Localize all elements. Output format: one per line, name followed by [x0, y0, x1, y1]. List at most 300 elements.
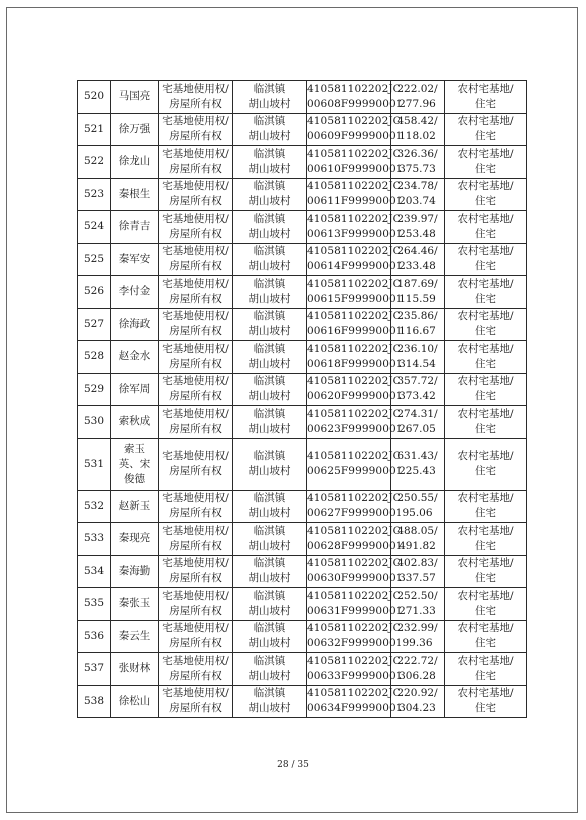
owner-name: 赵金水 — [118, 350, 151, 363]
right-type-line: 宅基地使用权/ — [162, 180, 229, 193]
land-area: 458.42/ — [397, 115, 438, 128]
land-area: 631.43/ — [397, 450, 438, 462]
area-cell — [391, 685, 445, 718]
right-type-line: 宅基地使用权/ — [162, 375, 229, 388]
location-village: 胡山坡村 — [248, 195, 291, 208]
usage-line: 住宅 — [475, 162, 496, 175]
location-village: 胡山坡村 — [248, 97, 291, 110]
usage-cell — [445, 620, 527, 653]
owner-name: 秦云生 — [118, 629, 151, 642]
record-number: 529 — [83, 382, 105, 395]
usage-line: 住宅 — [475, 195, 496, 208]
location-village: 胡山坡村 — [248, 669, 291, 682]
unit-code-line: 00618F99990001 — [307, 357, 403, 370]
usage-line: 农村宅基地/ — [457, 277, 514, 290]
unit-code-line: 00610F99990001 — [307, 162, 403, 175]
location-village: 胡山坡村 — [248, 390, 291, 403]
usage-line: 农村宅基地/ — [457, 180, 514, 193]
unit-code-line: 00633F99990001 — [307, 669, 403, 682]
land-area: 232.99/ — [397, 622, 438, 635]
location-town: 临淇镇 — [253, 342, 286, 355]
unit-code-cell — [307, 555, 403, 588]
land-area: 488.05/ — [397, 524, 438, 537]
right-type-line: 宅基地使用权/ — [162, 115, 229, 128]
usage-line: 住宅 — [475, 130, 496, 143]
unit-code-line: 00615F99990001 — [307, 292, 403, 305]
unit-code-line: 410581102202JC — [307, 407, 401, 420]
right-type-cell — [159, 653, 233, 686]
unit-code-line: 410581102202JC — [307, 524, 401, 537]
location-cell — [233, 438, 307, 490]
land-area: 252.50/ — [397, 589, 438, 602]
unit-code-cell — [307, 406, 403, 439]
land-area: 222.02/ — [397, 82, 438, 95]
location-town: 临淇镇 — [253, 687, 286, 700]
records-table — [77, 80, 527, 718]
unit-code-line: 00630F99990001 — [307, 572, 403, 585]
location-town: 临淇镇 — [253, 622, 286, 635]
unit-code-line: 410581102202JC — [307, 450, 401, 462]
area-cell — [391, 406, 445, 439]
owner-name: 徐万强 — [118, 122, 151, 135]
right-type-line: 房屋所有权 — [169, 227, 222, 240]
unit-code-line: 410581102202JC — [307, 245, 401, 258]
record-number: 523 — [83, 187, 105, 200]
record-number-cell — [78, 211, 111, 244]
right-type-line: 宅基地使用权/ — [162, 589, 229, 602]
table-row — [78, 146, 527, 179]
table-row — [78, 555, 527, 588]
right-type-line: 房屋所有权 — [169, 357, 222, 370]
land-area: 402.83/ — [397, 557, 438, 570]
table-row — [78, 438, 527, 490]
unit-code-line: 00608F99990001 — [307, 97, 403, 110]
record-number-cell — [78, 146, 111, 179]
usage-line: 住宅 — [475, 390, 496, 403]
usage-line: 农村宅基地/ — [457, 492, 514, 505]
usage-cell — [445, 276, 527, 309]
right-type-line: 宅基地使用权/ — [162, 524, 229, 537]
unit-code-cell — [307, 685, 403, 718]
building-area: 203.74 — [399, 195, 436, 208]
location-town: 临淇镇 — [253, 407, 286, 420]
owner-name-cell — [111, 523, 159, 556]
land-area: 222.72/ — [397, 654, 438, 667]
unit-code-line: 410581102202JC — [307, 492, 401, 505]
record-number-cell — [78, 178, 111, 211]
table-row — [78, 588, 527, 621]
usage-line: 农村宅基地/ — [457, 407, 514, 420]
location-village: 胡山坡村 — [248, 539, 291, 552]
table-row — [78, 406, 527, 439]
unit-code-line: 410581102202JC — [307, 147, 401, 160]
area-cell — [391, 341, 445, 374]
right-type-line: 房屋所有权 — [169, 162, 222, 175]
location-village: 胡山坡村 — [248, 465, 291, 477]
usage-cell — [445, 406, 527, 439]
owner-name: 徐青吉 — [118, 220, 151, 233]
location-town: 临淇镇 — [253, 450, 286, 462]
building-area: 304.23 — [399, 702, 436, 715]
land-area: 326.36/ — [397, 147, 438, 160]
building-area: 337.57 — [399, 572, 436, 585]
location-cell — [233, 178, 307, 211]
usage-line: 住宅 — [475, 539, 496, 552]
building-area: 314.54 — [399, 357, 436, 370]
unit-code-cell — [307, 588, 403, 621]
owner-name-cell — [111, 438, 159, 490]
location-cell — [233, 588, 307, 621]
right-type-line: 宅基地使用权/ — [162, 492, 229, 505]
owner-name: 张财林 — [118, 662, 151, 675]
owner-name: 徐龙山 — [118, 155, 151, 168]
area-cell — [391, 81, 445, 114]
area-cell — [391, 243, 445, 276]
area-cell — [391, 276, 445, 309]
unit-code-cell — [307, 438, 403, 490]
usage-line: 农村宅基地/ — [457, 115, 514, 128]
usage-line: 农村宅基地/ — [457, 450, 514, 462]
table-row — [78, 113, 527, 146]
unit-code-line: 00616F99990001 — [307, 325, 403, 338]
record-number-cell — [78, 490, 111, 523]
unit-code-line: 410581102202JC — [307, 687, 401, 700]
unit-code-line: 00627F99990001 — [307, 507, 403, 520]
location-village: 胡山坡村 — [248, 507, 291, 520]
area-cell — [391, 438, 445, 490]
unit-code-line: 410581102202JC — [307, 212, 401, 225]
right-type-line: 房屋所有权 — [169, 465, 222, 477]
location-village: 胡山坡村 — [248, 702, 291, 715]
owner-name-line: 英、宋 — [118, 457, 151, 470]
usage-line: 农村宅基地/ — [457, 589, 514, 602]
owner-name-cell — [111, 81, 159, 114]
unit-code-cell — [307, 523, 403, 556]
usage-line: 住宅 — [475, 357, 496, 370]
unit-code-line: 00623F99990001 — [307, 422, 403, 435]
land-area: 235.86/ — [397, 310, 438, 323]
usage-cell — [445, 341, 527, 374]
unit-code-cell — [307, 308, 403, 341]
area-cell — [391, 308, 445, 341]
usage-cell — [445, 243, 527, 276]
owner-name-cell — [111, 341, 159, 374]
right-type-line: 房屋所有权 — [169, 669, 222, 682]
location-village: 胡山坡村 — [248, 162, 291, 175]
usage-line: 住宅 — [475, 572, 496, 585]
owner-name-cell — [111, 276, 159, 309]
owner-name-cell — [111, 178, 159, 211]
table-row — [78, 308, 527, 341]
right-type-cell — [159, 211, 233, 244]
building-area: 277.96 — [399, 97, 436, 110]
location-cell — [233, 620, 307, 653]
unit-code-cell — [307, 146, 403, 179]
location-cell — [233, 523, 307, 556]
right-type-cell — [159, 523, 233, 556]
unit-code-cell — [307, 178, 403, 211]
usage-cell — [445, 113, 527, 146]
owner-name-line: 俊德 — [124, 472, 145, 485]
unit-code-line: 00632F99990001 — [307, 637, 403, 650]
land-area: 187.69/ — [397, 277, 438, 290]
building-area: 271.33 — [399, 604, 436, 617]
right-type-line: 宅基地使用权/ — [162, 147, 229, 160]
usage-line: 住宅 — [475, 292, 496, 305]
record-number-cell — [78, 81, 111, 114]
usage-line: 农村宅基地/ — [457, 82, 514, 95]
location-cell — [233, 146, 307, 179]
usage-cell — [445, 211, 527, 244]
usage-line: 住宅 — [475, 702, 496, 715]
owner-name: 秦根生 — [118, 187, 151, 200]
owner-name-cell — [111, 373, 159, 406]
owner-name: 秦海勤 — [118, 564, 151, 577]
owner-name: 索秋成 — [118, 415, 151, 428]
owner-name: 马国亮 — [118, 90, 151, 103]
land-area: 264.46/ — [397, 245, 438, 258]
unit-code-cell — [307, 341, 403, 374]
usage-line: 农村宅基地/ — [457, 687, 514, 700]
unit-code-line: 410581102202JC — [307, 310, 401, 323]
right-type-cell — [159, 308, 233, 341]
right-type-line: 宅基地使用权/ — [162, 687, 229, 700]
area-cell — [391, 178, 445, 211]
usage-line: 农村宅基地/ — [457, 557, 514, 570]
usage-cell — [445, 653, 527, 686]
right-type-cell — [159, 438, 233, 490]
usage-line: 住宅 — [475, 260, 496, 273]
right-type-line: 房屋所有权 — [169, 702, 222, 715]
area-cell — [391, 555, 445, 588]
owner-name: 秦军安 — [118, 252, 151, 265]
record-number-cell — [78, 308, 111, 341]
record-number: 534 — [83, 564, 105, 577]
right-type-line: 房屋所有权 — [169, 422, 222, 435]
building-area: 491.82 — [399, 539, 436, 552]
right-type-line: 宅基地使用权/ — [162, 212, 229, 225]
unit-code-line: 410581102202JC — [307, 180, 401, 193]
record-number-cell — [78, 620, 111, 653]
usage-cell — [445, 685, 527, 718]
location-village: 胡山坡村 — [248, 292, 291, 305]
table-row — [78, 620, 527, 653]
building-area: 95.06 — [402, 507, 433, 520]
land-area: 236.10/ — [397, 342, 438, 355]
usage-line: 农村宅基地/ — [457, 245, 514, 258]
usage-line: 农村宅基地/ — [457, 654, 514, 667]
right-type-line: 房屋所有权 — [169, 325, 222, 338]
records-table-body — [78, 81, 527, 718]
usage-cell — [445, 523, 527, 556]
record-number: 525 — [83, 252, 105, 265]
usage-cell — [445, 588, 527, 621]
building-area: 99.36 — [402, 637, 433, 650]
unit-code-cell — [307, 620, 403, 653]
right-type-line: 宅基地使用权/ — [162, 82, 229, 95]
owner-name-cell — [111, 620, 159, 653]
usage-line: 住宅 — [475, 422, 496, 435]
unit-code-cell — [307, 81, 403, 114]
unit-code-line: 00628F99990001 — [307, 539, 403, 552]
record-number-cell — [78, 438, 111, 490]
owner-name: 徐海政 — [118, 317, 151, 330]
record-number: 536 — [83, 629, 105, 642]
table-row — [78, 373, 527, 406]
record-number: 522 — [83, 155, 105, 168]
right-type-line: 房屋所有权 — [169, 637, 222, 650]
record-number-cell — [78, 341, 111, 374]
usage-cell — [445, 178, 527, 211]
unit-code-cell — [307, 276, 403, 309]
location-town: 临淇镇 — [253, 147, 286, 160]
record-number-cell — [78, 276, 111, 309]
location-town: 临淇镇 — [253, 115, 286, 128]
unit-code-line: 410581102202JC — [307, 375, 401, 388]
unit-code-line: 410581102202JC — [307, 557, 401, 570]
record-number: 530 — [83, 415, 105, 428]
land-area: 220.92/ — [397, 687, 438, 700]
location-cell — [233, 308, 307, 341]
right-type-line: 房屋所有权 — [169, 539, 222, 552]
land-area: 250.55/ — [397, 492, 438, 505]
area-cell — [391, 113, 445, 146]
record-number: 526 — [83, 285, 105, 298]
right-type-cell — [159, 555, 233, 588]
right-type-cell — [159, 588, 233, 621]
location-village: 胡山坡村 — [248, 227, 291, 240]
location-town: 临淇镇 — [253, 589, 286, 602]
owner-name-cell — [111, 588, 159, 621]
location-town: 临淇镇 — [253, 180, 286, 193]
usage-cell — [445, 490, 527, 523]
usage-cell — [445, 373, 527, 406]
right-type-line: 房屋所有权 — [169, 604, 222, 617]
unit-code-cell — [307, 653, 403, 686]
location-town: 临淇镇 — [253, 375, 286, 388]
record-number-cell — [78, 406, 111, 439]
usage-line: 农村宅基地/ — [457, 147, 514, 160]
location-cell — [233, 555, 307, 588]
unit-code-cell — [307, 490, 403, 523]
owner-name: 赵新玉 — [118, 499, 151, 512]
owner-name-cell — [111, 406, 159, 439]
table-row — [78, 276, 527, 309]
unit-code-line: 00634F99990001 — [307, 702, 403, 715]
right-type-cell — [159, 685, 233, 718]
owner-name-cell — [111, 146, 159, 179]
record-number: 528 — [83, 350, 105, 363]
table-row — [78, 243, 527, 276]
right-type-line: 宅基地使用权/ — [162, 654, 229, 667]
usage-cell — [445, 308, 527, 341]
unit-code-line: 00625F99990001 — [307, 465, 403, 477]
unit-code-line: 410581102202JC — [307, 115, 401, 128]
right-type-line: 宅基地使用权/ — [162, 245, 229, 258]
land-area: 357.72/ — [397, 375, 438, 388]
usage-line: 住宅 — [475, 325, 496, 338]
right-type-cell — [159, 178, 233, 211]
right-type-cell — [159, 243, 233, 276]
location-town: 临淇镇 — [253, 557, 286, 570]
usage-cell — [445, 146, 527, 179]
usage-line: 住宅 — [475, 637, 496, 650]
right-type-cell — [159, 81, 233, 114]
unit-code-line: 410581102202JC — [307, 654, 401, 667]
location-village: 胡山坡村 — [248, 572, 291, 585]
record-number: 533 — [83, 532, 105, 545]
building-area: 375.73 — [399, 162, 436, 175]
unit-code-cell — [307, 113, 403, 146]
usage-line: 农村宅基地/ — [457, 310, 514, 323]
owner-name: 徐松山 — [118, 694, 151, 707]
building-area: 373.42 — [399, 390, 436, 403]
location-cell — [233, 243, 307, 276]
location-village: 胡山坡村 — [248, 325, 291, 338]
land-area: 234.78/ — [397, 180, 438, 193]
owner-name: 徐军周 — [118, 382, 151, 395]
building-area: 253.48 — [399, 227, 436, 240]
building-area: 267.05 — [399, 422, 436, 435]
location-cell — [233, 373, 307, 406]
owner-name-cell — [111, 243, 159, 276]
usage-line: 住宅 — [475, 669, 496, 682]
record-number: 521 — [83, 122, 105, 135]
record-number: 535 — [83, 597, 105, 610]
owner-name-cell — [111, 113, 159, 146]
record-number: 532 — [83, 499, 105, 512]
location-town: 临淇镇 — [253, 245, 286, 258]
owner-name-cell — [111, 490, 159, 523]
table-row — [78, 341, 527, 374]
usage-line: 农村宅基地/ — [457, 524, 514, 537]
right-type-line: 宅基地使用权/ — [162, 622, 229, 635]
location-town: 临淇镇 — [253, 310, 286, 323]
owner-name-cell — [111, 211, 159, 244]
location-village: 胡山坡村 — [248, 637, 291, 650]
unit-code-line: 410581102202JC — [307, 277, 401, 290]
unit-code-line: 410581102202JC — [307, 589, 401, 602]
right-type-line: 房屋所有权 — [169, 97, 222, 110]
location-cell — [233, 490, 307, 523]
owner-name: 李付金 — [118, 285, 151, 298]
usage-line: 农村宅基地/ — [457, 212, 514, 225]
usage-line: 住宅 — [475, 97, 496, 110]
record-number-cell — [78, 588, 111, 621]
unit-code-line: 410581102202JC — [307, 82, 401, 95]
right-type-cell — [159, 341, 233, 374]
unit-code-cell — [307, 373, 403, 406]
unit-code-line: 00631F99990001 — [307, 604, 403, 617]
usage-line: 农村宅基地/ — [457, 622, 514, 635]
table-row — [78, 211, 527, 244]
unit-code-line: 410581102202JC — [307, 622, 401, 635]
right-type-cell — [159, 490, 233, 523]
location-cell — [233, 685, 307, 718]
location-cell — [233, 211, 307, 244]
owner-name-cell — [111, 308, 159, 341]
usage-cell — [445, 438, 527, 490]
owner-name-line: 索玉 — [124, 442, 145, 455]
record-number: 520 — [83, 90, 105, 103]
location-town: 临淇镇 — [253, 654, 286, 667]
usage-cell — [445, 81, 527, 114]
owner-name-cell — [111, 685, 159, 718]
owner-name: 秦现亮 — [118, 532, 151, 545]
right-type-cell — [159, 113, 233, 146]
record-number: 524 — [83, 220, 105, 233]
record-number-cell — [78, 113, 111, 146]
